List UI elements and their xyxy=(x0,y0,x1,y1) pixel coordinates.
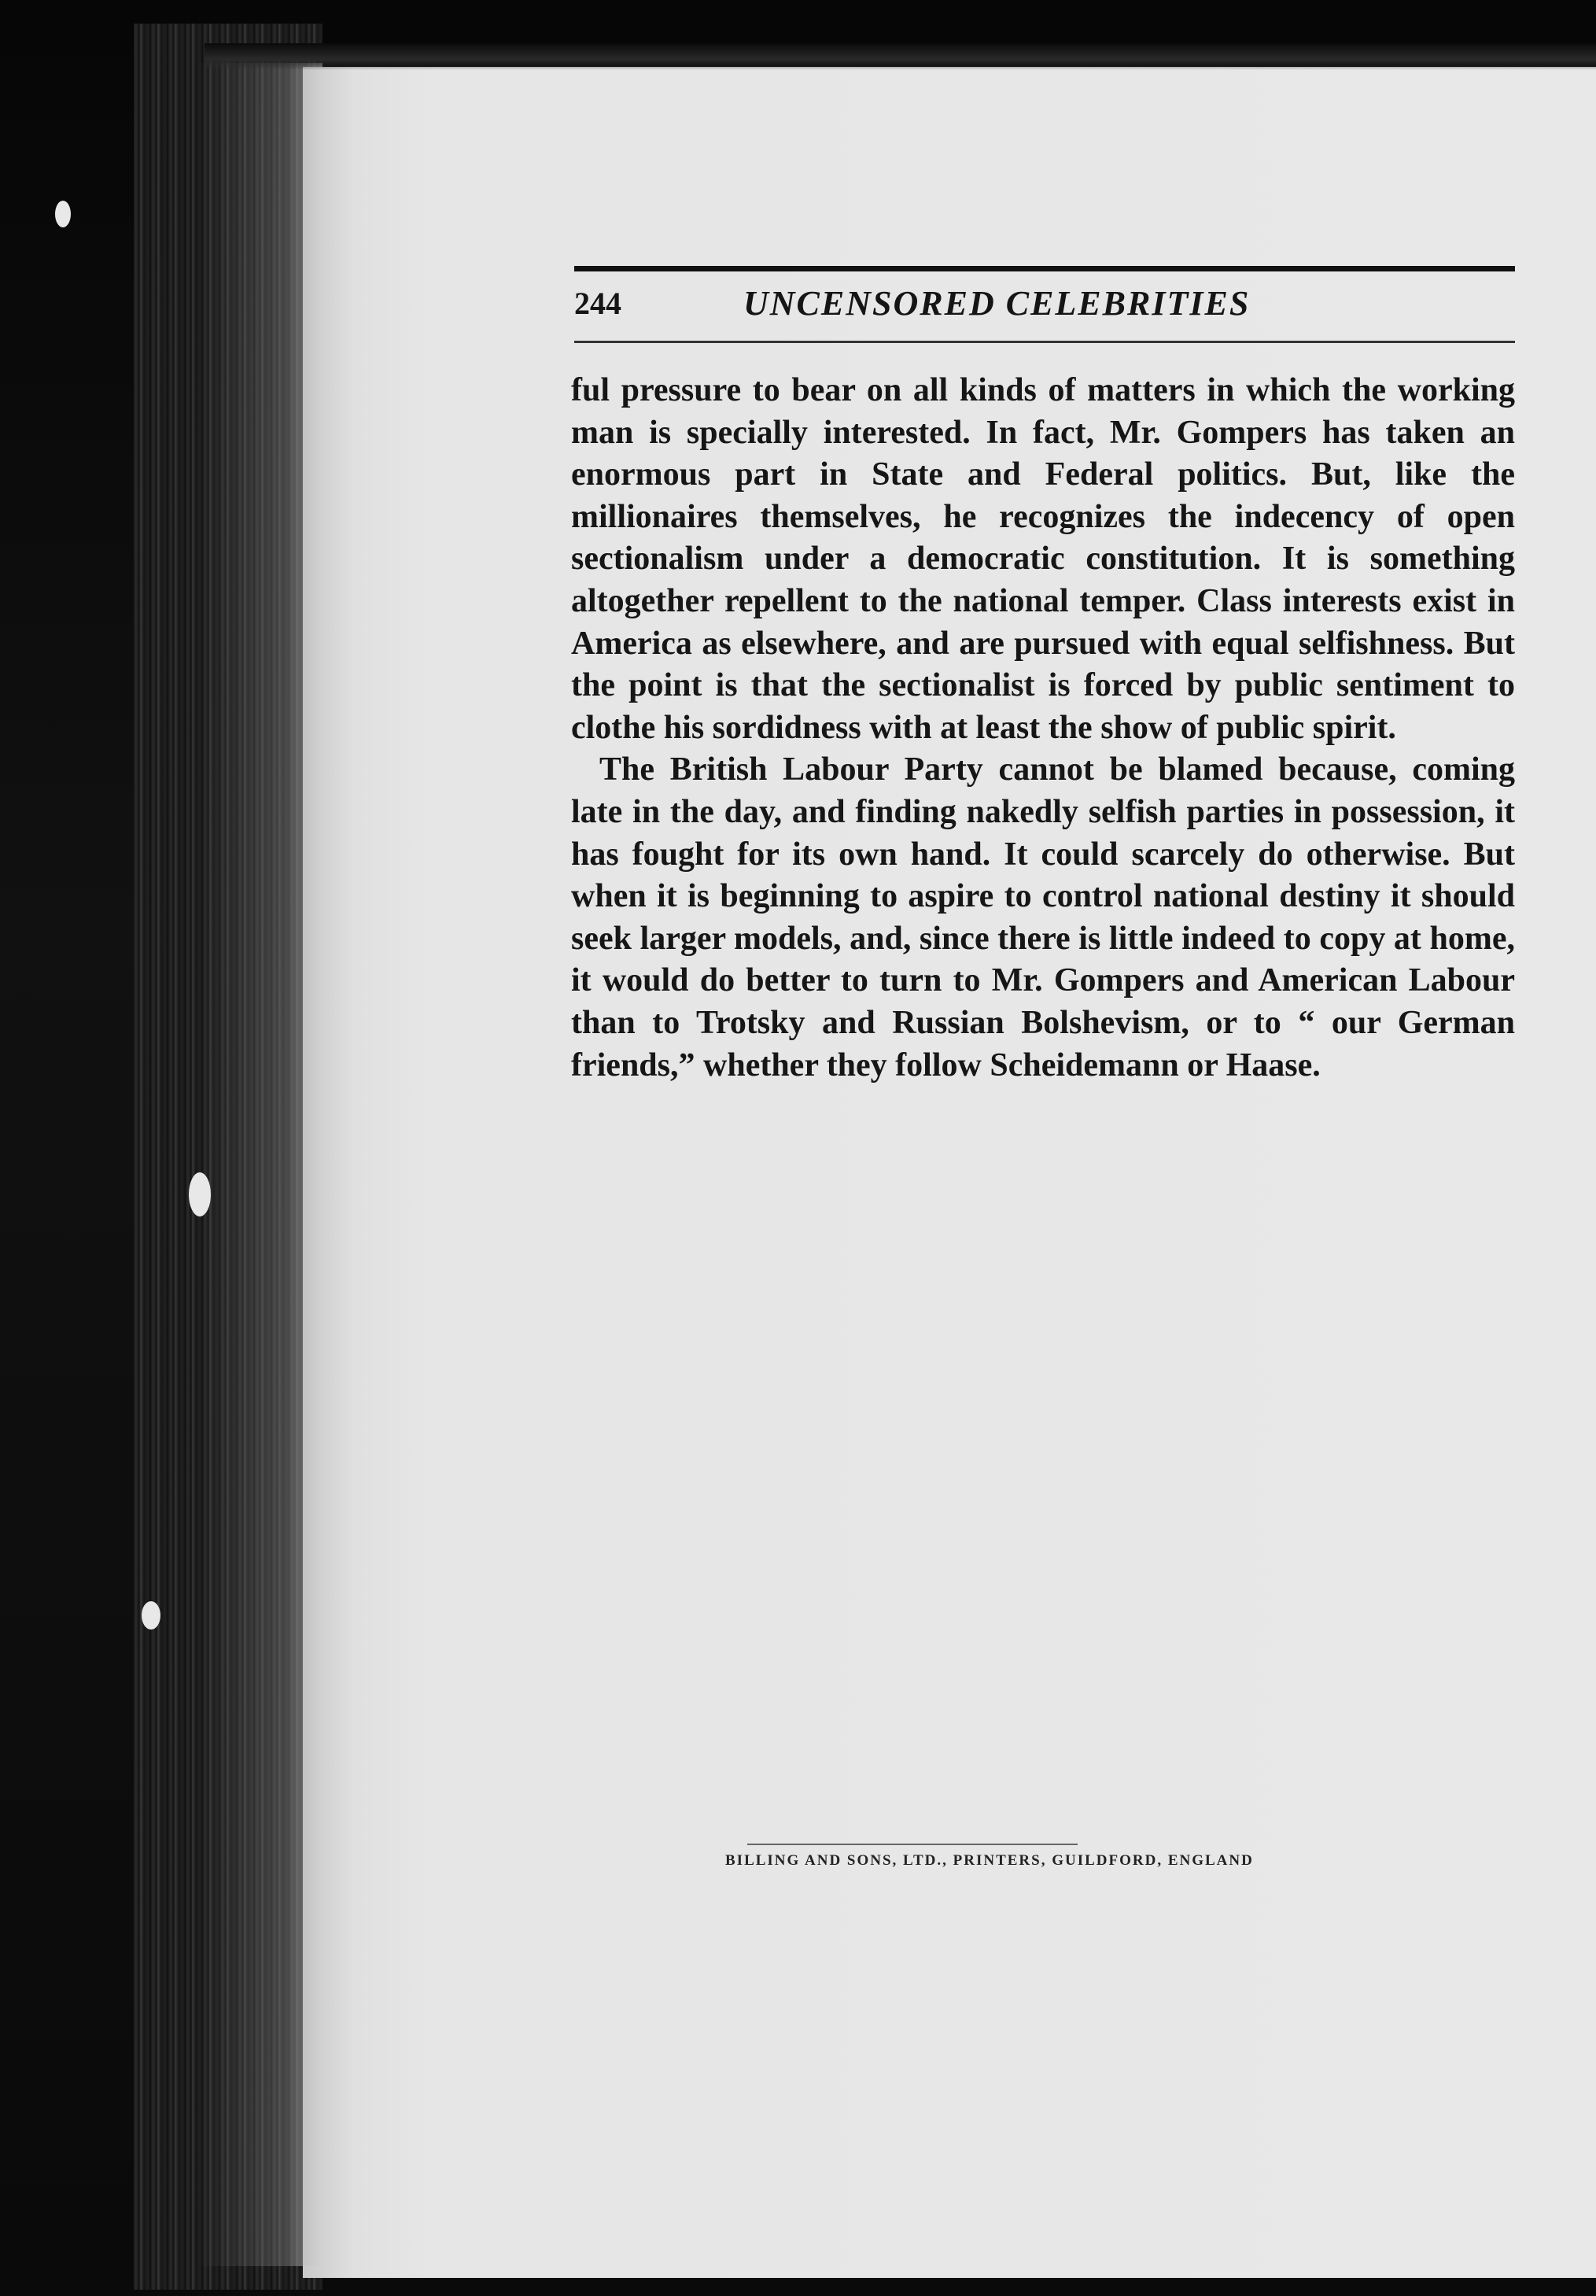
body-text xyxy=(571,370,1515,1087)
page-speck xyxy=(142,1601,160,1630)
paragraph: The British Labour Party cannot be blamed because, coming late in the day, and finding nakedly selfish parties in possession, it has fought for its own hand. It could scarcely do otherwise. But when it is beginning to aspire to control national destiny it should seek larger models, and, since there is little indeed to copy at home, it would do better to turn to Mr. Gompers and American Labour than to Trotsky and Russian Bolshevism, or to “ our German friends,” whether they follow Scheidemann or Haase. xyxy=(571,751,1515,1083)
header-rule-top xyxy=(574,266,1515,271)
imprint-rule xyxy=(747,1844,1078,1845)
header-rule-bottom xyxy=(574,341,1515,343)
page-number: 244 xyxy=(574,286,621,321)
page-speck xyxy=(189,1172,211,1216)
printer-imprint: BILLING AND SONS, LTD., PRINTERS, GUILDFORD, ENGLAND xyxy=(725,1852,1254,1869)
paragraph: ful pressure to bear on all kinds of matters in which the working man is specially interested. In fact, Mr. Gompers has taken an enormous part in State and Federal politics. But, like the millionaires themselves, he recognizes the indecency of open sectionalism under a democratic constitution. It is something altogether repellent to the national temper. Class interests exist in America as elsewhere, and are pursued with equal selfishness. But the point is that the sectionalist is forced by public sentiment to clothe his sordidness with at least the show of public spirit. xyxy=(571,372,1515,746)
page-top-edge xyxy=(205,43,1596,70)
gutter-shadow xyxy=(197,63,323,2266)
book-title: UNCENSORED CELEBRITIES xyxy=(743,284,1251,323)
page-speck xyxy=(55,201,71,227)
running-head xyxy=(574,280,1515,327)
